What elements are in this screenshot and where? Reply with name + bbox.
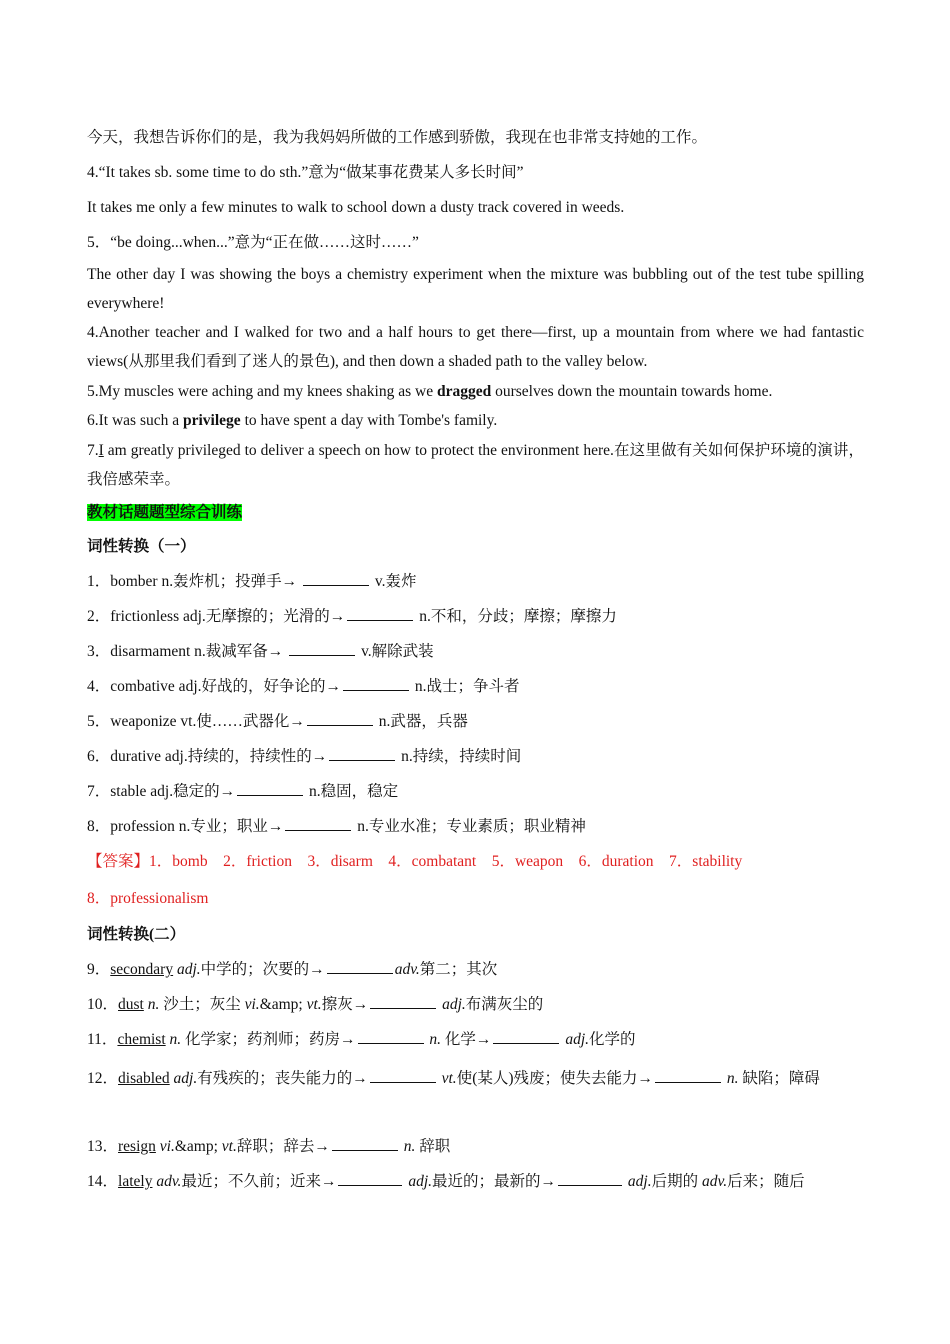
answer-blank[interactable] [370,993,436,1009]
answer-blank[interactable] [655,1067,721,1083]
exercise-item: 12．disabled adj.有残疾的；丧失能力的→ vt.使(某人)残废；使失去能力→ n. 缺陷；障碍 [87,1060,864,1097]
exercise-item: 3．disarmament n.裁减军备→ v.解除武装 [87,637,864,666]
answer-blank[interactable] [343,675,409,691]
answer-blank[interactable] [327,958,393,974]
example-sentence: 6.It was such a privilege to have spent a day with Tombe's family. [87,412,498,429]
answer-key: 【答案】1．bomb 2．friction 3．disarm 4．combatant 5．weapon 6．duration 7．stability [87,853,743,870]
exercise-item: 2．frictionless adj.无摩擦的；光滑的→ n.不和，分歧；摩擦；摩擦力 [87,602,864,631]
answer-blank[interactable] [307,710,373,726]
section-title: 教材话题题型综合训练 [87,504,243,521]
exercise-item: 14．lately adv.最近；不久前；近来→ adj.最近的；最新的→ adj.后期的 adv.后来；随后 [87,1167,864,1196]
example-sentence: The other day I was showing the boys a chemistry experiment when the mixture was bubbling out of the test tube spilling everywhere! [87,266,864,312]
answer-key-continued: 8．professionalism [87,890,209,907]
example-sentence: 7.I am greatly privileged to deliver a speech on how to protect the environment here.在这里做有关如何保护环境的演讲，我倍感荣幸。 [87,442,864,488]
exercise-item: 1．bomber n.轰炸机；投弹手→ v.轰炸 [87,567,864,596]
exercise-item: 13．resign vi.&amp; vt.辞职；辞去→ n. 辞职 [87,1132,864,1161]
answer-blank[interactable] [558,1170,622,1186]
answer-blank[interactable] [285,815,351,831]
exercise-item: 4．combative adj.好战的，好争论的→ n.战士；争斗者 [87,672,864,701]
exercise-item: 5．weaponize vt.使……武器化→ n.武器，兵器 [87,707,864,736]
phrase-heading-it-takes: 4.“It takes sb. some time to do sth.”意为“做某事花费某人多长时间” [87,164,524,181]
example-sentence: 4.Another teacher and I walked for two and a half hours to get there—first, up a mountain from where we had fantastic views(从那里我们看到了迷人的景色), and then down a shaded path to the valley below. [87,324,864,370]
answer-blank[interactable] [332,1135,398,1151]
answer-blank[interactable] [303,570,369,586]
example-sentence: 5.My muscles were aching and my knees shaking as we dragged ourselves down the mountain towards home. [87,383,773,400]
answer-blank[interactable] [289,640,355,656]
exercise-item: 6．durative adj.持续的，持续性的→ n.持续，持续时间 [87,742,864,771]
answer-blank[interactable] [338,1170,402,1186]
exercise-item: 11．chemist n. 化学家；药剂师；药房→ n. 化学→ adj.化学的 [87,1025,864,1054]
example-sentence: It takes me only a few minutes to walk to school down a dusty track covered in weeds. [87,199,625,216]
exercise-item: 10．dust n. 沙土；灰尘 vi.&amp; vt.擦灰→ adj.布满灰尘的 [87,990,864,1019]
answer-blank[interactable] [493,1028,559,1044]
exercise-item: 8．profession n.专业；职业→ n.专业水准；专业素质；职业精神 [87,812,864,841]
exercise-item: 9．secondary adj.中学的；次要的→ adv.第二；其次 [87,955,864,984]
answer-blank[interactable] [370,1067,436,1083]
answer-blank[interactable] [347,605,413,621]
answer-blank[interactable] [358,1028,424,1044]
paragraph-chinese-summary: 今天，我想告诉你们的是，我为我妈妈所做的工作感到骄傲，我现在也非常支持她的工作。 [87,129,708,146]
part1-heading: 词性转换（一） [87,538,196,555]
answer-blank[interactable] [329,745,395,761]
part2-heading: 词性转换(二） [87,926,186,943]
answer-blank[interactable] [237,780,303,796]
phrase-heading-be-doing: 5．“be doing...when...”意为“正在做……这时……” [87,234,419,251]
exercise-item: 7．stable adj.稳定的→ n.稳固，稳定 [87,777,864,806]
